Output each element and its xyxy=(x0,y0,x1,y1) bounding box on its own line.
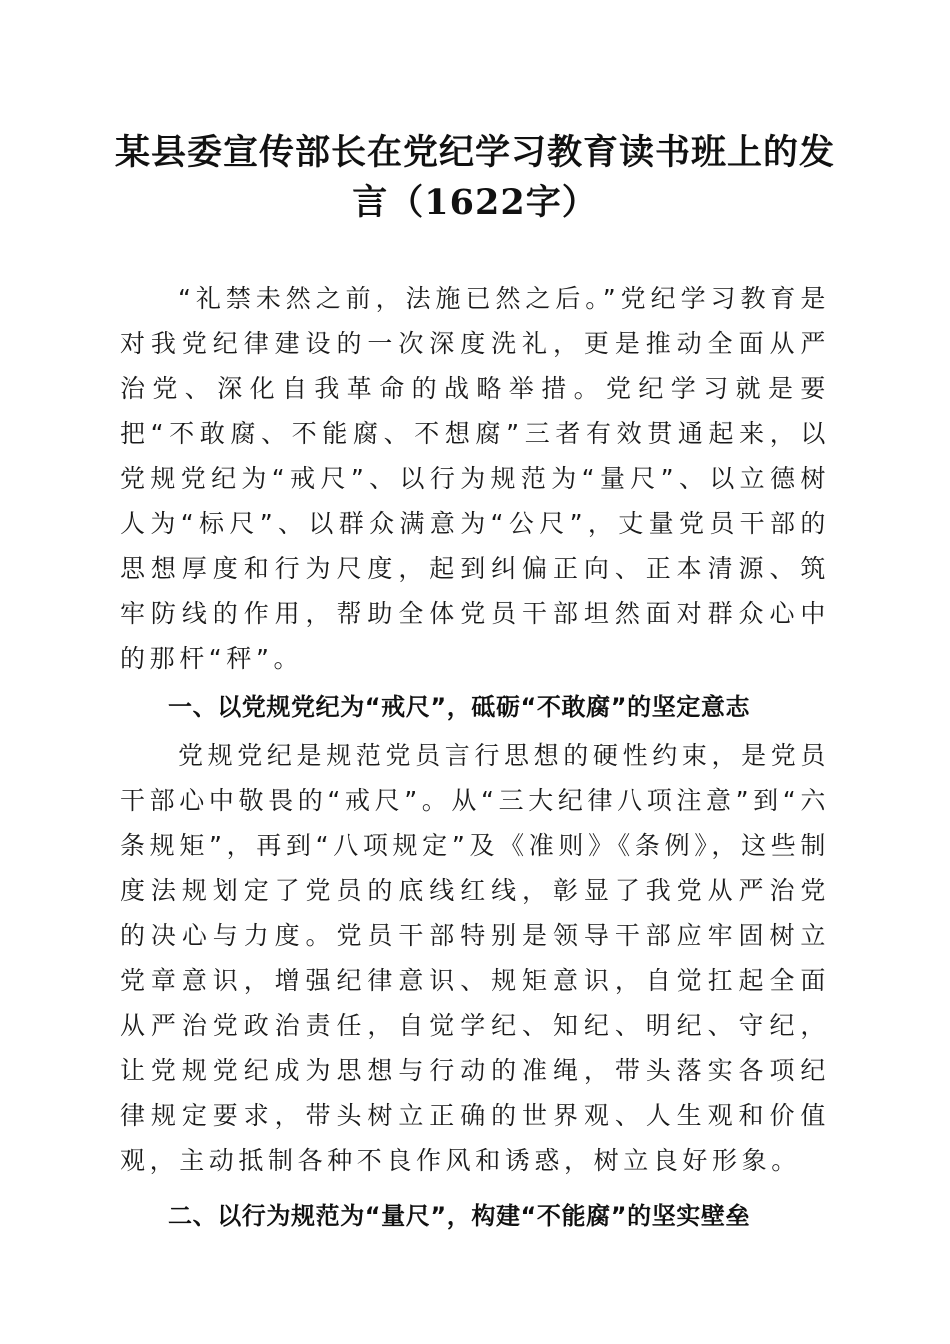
section-heading-1: 一、以党规党纪为“戒尺”，砥砺“不敢腐”的坚定意志 xyxy=(168,693,751,721)
section-heading-2: 二、以行为规范为“量尺”，构建“不能腐”的坚实壁垒 xyxy=(168,1202,751,1230)
title-line-1: 某县委宣传部长在党纪学习教育读书班上的发 xyxy=(114,132,835,173)
intro-paragraph: “礼禁未然之前，法施已然之后。”党纪学习教育是对我党纪律建设的一次深度洗礼，更是推动全面从严治党、深化自我革命的战略举措。党纪学习就是要把“不敢腐、不能腐、不想腐”三者有效贯通起来，以党规党纪为“戒尺”、以行为规范为“量尺”、以立德树人为“标尺”、以群众满意为“公尺”，丈量党员干部的思想厚度和行为尺度，起到纠偏正向、正本清源、筑牢防线的作用，帮助全体党员干部坦然面对群众心中的那杆“秤”。 xyxy=(120,284,830,673)
document-title xyxy=(100,128,850,228)
document-body xyxy=(120,276,830,1242)
title-line-2: 言（1622字） xyxy=(352,182,598,223)
section-1-paragraph: 党规党纪是规范党员言行思想的硬性约束，是党员干部心中敬畏的“戒尺”。从“三大纪律八项注意”到“六条规矩”，再到“八项规定”及《准则》《条例》，这些制度法规划定了党员的底线红线，彰显了我党从严治党的决心与力度。党员干部特别是领导干部应牢固树立党章意识，增强纪律意识、规矩意识，自觉扛起全面从严治党政治责任，自觉学纪、知纪、明纪、守纪，让党规党纪成为思想与行动的准绳，带头落实各项纪律规定要求，带头树立正确的世界观、人生观和价值观，主动抵制各种不良作风和诱惑，树立良好形象。 xyxy=(120,741,830,1175)
